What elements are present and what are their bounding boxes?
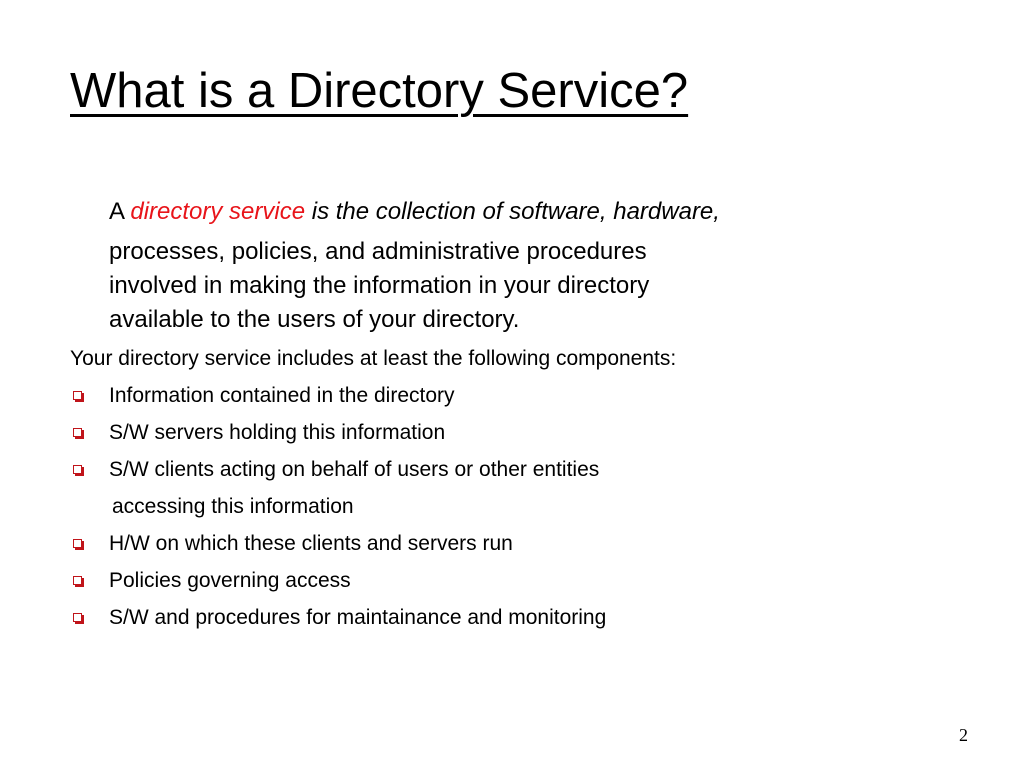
hollow-square-bullet-icon: [73, 391, 82, 400]
components-list: [70, 382, 606, 641]
hollow-square-bullet-icon: [73, 539, 82, 548]
definition-paragraph: [109, 195, 869, 337]
list-item-text: Information contained in the directory: [109, 384, 455, 407]
list-item: [70, 604, 606, 641]
definition-line-1: [109, 195, 869, 235]
list-item: [70, 382, 606, 419]
list-item-text: S/W servers holding this information: [109, 421, 446, 444]
definition-line-3: involved in making the information in your directory: [109, 272, 650, 299]
list-item-text: S/W clients acting on behalf of users or other entities: [109, 458, 600, 481]
list-item-text: accessing this information: [112, 495, 354, 518]
slide-title: What is a Directory Service?: [70, 64, 689, 118]
hollow-square-bullet-icon: [73, 576, 82, 585]
definition-line-4: available to the users of your directory.: [109, 306, 520, 333]
list-item: [70, 530, 606, 567]
hollow-square-bullet-icon: [73, 465, 82, 474]
list-item-text: H/W on which these clients and servers run: [109, 532, 513, 555]
page-number: 2: [959, 725, 968, 745]
hollow-square-bullet-icon: [73, 428, 82, 437]
list-item-text: Policies governing access: [109, 569, 351, 592]
definition-article: A: [109, 198, 131, 225]
hollow-square-bullet-icon: [73, 613, 82, 622]
list-item-continuation: [70, 493, 606, 530]
definition-line-1-rest: is the collection of software, hardware,: [305, 198, 720, 225]
components-intro: Your directory service includes at least the following components:: [70, 347, 677, 370]
list-item-text: S/W and procedures for maintainance and monitoring: [109, 606, 607, 629]
list-item: [70, 456, 606, 493]
list-item: [70, 419, 606, 456]
list-item: [70, 567, 606, 604]
definition-line-2: processes, policies, and administrative procedures: [109, 238, 647, 265]
directory-service-term: directory service: [130, 198, 306, 225]
